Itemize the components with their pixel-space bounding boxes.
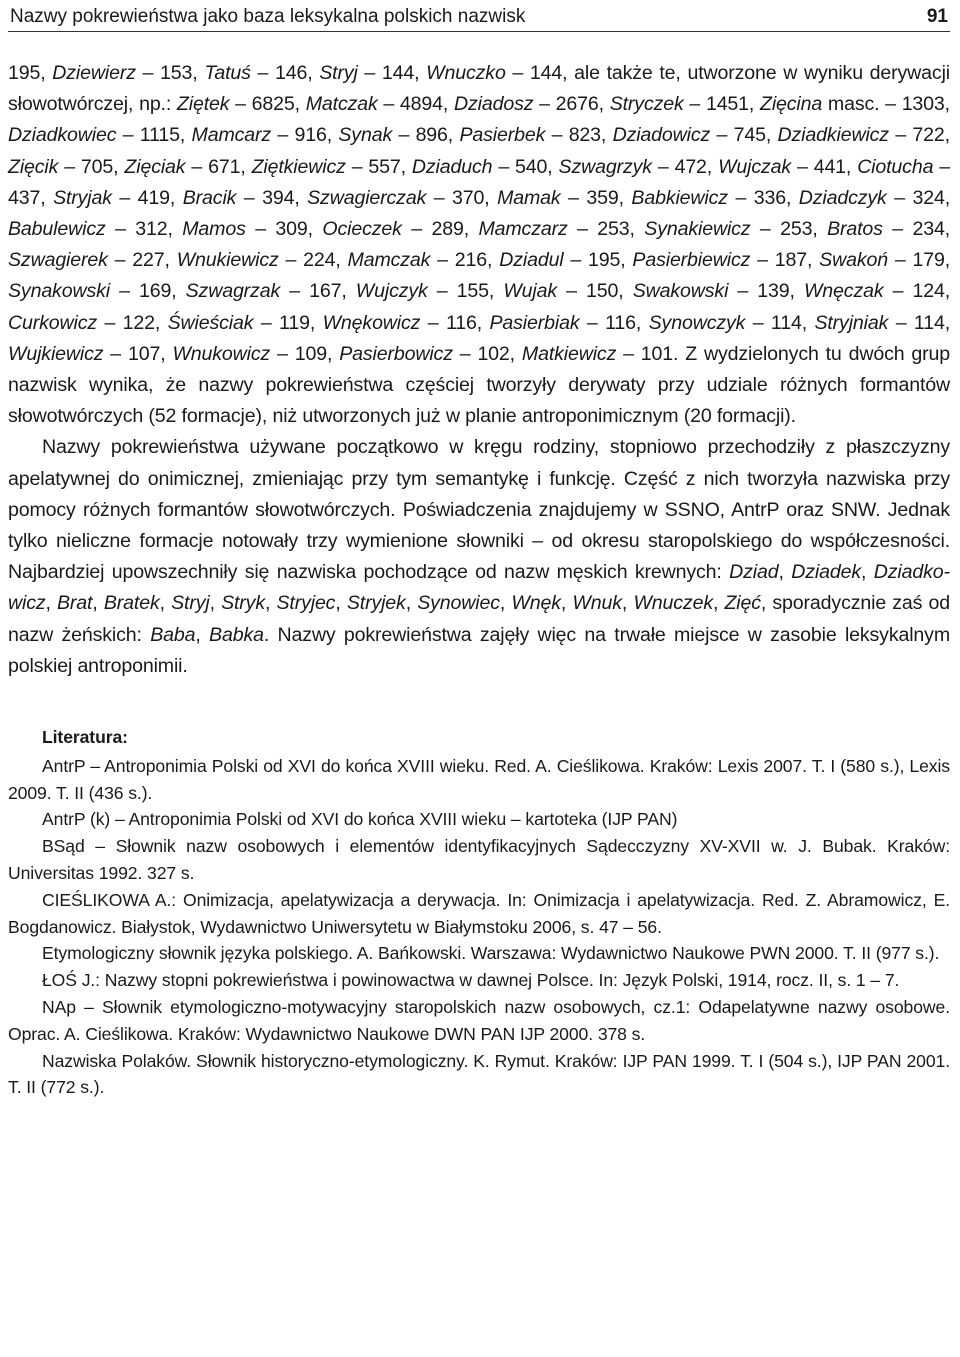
surname-italic: Mamos [182, 218, 246, 241]
text-run: – 419, [111, 186, 183, 209]
text-run: – 179, [887, 249, 951, 272]
surname-italic: Pasierbek [459, 124, 546, 147]
text-run: – 150, [557, 280, 633, 303]
text-run: – 370, [426, 186, 498, 209]
surname-italic: Zięcik [8, 155, 59, 178]
surname-italic: Stryk [221, 592, 265, 615]
surname-italic: Pasierbiak [489, 311, 580, 334]
surname-italic: Dziadul [499, 249, 564, 272]
text-run: , [159, 592, 172, 615]
text-run: – 253, [567, 218, 645, 241]
reference-entry: AntrP (k) – Antroponimia Polski od XVI do końca XVIII wieku – kartoteka (IJP PAN) [42, 809, 678, 830]
text-run: – 1451, [683, 93, 760, 116]
text-run: – 146, [250, 62, 320, 84]
surname-italic: Pasierbowicz [339, 342, 453, 365]
surname-italic: Dziad [729, 561, 779, 584]
surname-italic: Stryjak [53, 186, 112, 209]
text-run: – 114, [745, 311, 815, 334]
text-run: – 823, [545, 124, 613, 147]
surname-italic: Babkiewicz [631, 186, 728, 209]
surname-italic: Stryjek [346, 592, 406, 615]
text-run: 195, [8, 62, 53, 84]
text-run: – 102, [452, 342, 522, 365]
surname-italic: Ocieczek [322, 218, 402, 241]
surname-italic: Mamcarz [191, 124, 272, 147]
reference-entry: BSąd – Słownik nazw osobowych i elementów identyfikacyjnych Sądecczyzny XV-XVII w. J. Bubak. Kraków: Universitas 1992. 327 s. [8, 836, 950, 884]
text-run: , [45, 592, 58, 615]
text-run: – 216, [430, 249, 500, 272]
text-run: – 116, [420, 311, 490, 334]
surname-italic: Stryczek [609, 93, 684, 116]
page-number: 91 [926, 6, 948, 27]
reference-entry: Nazwiska Polaków. Słownik historyczno-etymologiczny. K. Rymut. Kraków: IJP PAN 1999. T. I (504 s.), IJP PAN 2001. T. II (772 s.). [8, 1050, 950, 1098]
surname-italic: Wujak [503, 280, 558, 303]
text-run: , [712, 592, 725, 615]
text-run: – 144, [357, 62, 427, 84]
surname-italic: Mamak [497, 186, 561, 209]
surname-italic: Szwagrzak [185, 280, 281, 303]
surname-italic: Synakowski [8, 280, 110, 303]
surname-italic: Wnukowicz [172, 342, 271, 365]
text-run: , [499, 592, 512, 615]
text-run: – 122, [97, 311, 168, 334]
surname-italic: Dziadek [791, 561, 861, 584]
surname-italic: Ziętek [176, 93, 230, 116]
text-run: – 195, [563, 249, 633, 272]
text-run: – 437, [8, 155, 951, 209]
text-run: – 916, [271, 124, 339, 147]
text-run: – 109, [270, 342, 340, 365]
text-run: – 119, [253, 311, 323, 334]
surname-italic: Ziętkiewicz [251, 155, 346, 178]
text-run: – 155, [427, 280, 504, 303]
paragraph-conclusion [8, 432, 950, 682]
text-run: – 705, [58, 155, 125, 178]
text-run: , [405, 592, 418, 615]
text-run: – 253, [750, 218, 828, 241]
text-run: – 124, [883, 280, 951, 303]
surname-italic: Wnęczak [803, 280, 884, 303]
text-run: , [264, 592, 277, 615]
surname-italic: Ciotucha [857, 155, 934, 178]
text-run: – 224, [278, 249, 348, 272]
surname-italic: Baba [150, 623, 196, 646]
text-run: – 227, [107, 249, 177, 272]
text-run: – 441, [791, 155, 858, 178]
text-run: – 107, [103, 342, 173, 365]
text-run: – 324, [886, 186, 951, 209]
text-run: – 114, [888, 311, 950, 334]
surname-italic: Brat [57, 592, 93, 615]
surname-italic: Wnękowicz [322, 311, 421, 334]
surname-italic: Dziadczyk [798, 186, 887, 209]
surname-italic: Dziadkowicz [8, 561, 951, 615]
surname-italic: Stryj [171, 592, 210, 615]
surname-italic: Dziaduch [411, 155, 493, 178]
text-run: – 6825, [229, 93, 306, 116]
literature-heading: Literatura: [42, 727, 128, 748]
surname-italic: Mamczarz [478, 218, 568, 241]
surname-italic: Zięcina [760, 93, 823, 116]
surname-italic: Matkiewicz [521, 342, 617, 365]
text-run: – 139, [728, 280, 804, 303]
surname-italic: Swakowski [632, 280, 729, 303]
text-run: – 187, [750, 249, 820, 272]
text-run: – 1115, [116, 124, 192, 147]
surname-italic: Wnuk [572, 592, 622, 615]
surname-italic: Dziadosz [453, 93, 534, 116]
surname-italic: Dziewierz [52, 62, 136, 84]
surname-italic: Babka [209, 623, 264, 646]
text-run: – 671, [185, 155, 252, 178]
text-run: , [861, 561, 874, 584]
surname-italic: Bratek [103, 592, 160, 615]
text-run: – 289, [401, 218, 479, 241]
surname-italic: Synak [338, 124, 393, 147]
surname-italic: Synowczyk [648, 311, 746, 334]
text-run: – 312, [105, 218, 183, 241]
text-run: – 101. Z wydzielonych tu dwóch grup nazwisk wynika, że nazwy pokrewieństwa częściej tworzyły derywaty przy udziale różnych formantów słowotwórczych (52 formacje), niż utworzonych już w planie antroponimicznym (20 formacji). [8, 342, 951, 428]
surname-italic: Stryj [319, 62, 358, 84]
text-run: – 309, [245, 218, 323, 241]
text-run: – 540, [492, 155, 559, 178]
surname-italic: Dziadowicz [612, 124, 711, 147]
reference-entry: ŁOŚ J.: Nazwy stopni pokrewieństwa i powinowactwa w dawnej Polsce. In: Język Polski, 1914, rocz. II, s. 1 – 7. [42, 970, 900, 991]
surname-italic: Stryjec [276, 592, 336, 615]
reference-entry: AntrP – Antroponimia Polski od XVI do końca XVIII wieku. Red. A. Cieślikowa. Kraków: Lexis 2007. T. I (580 s.), Lexis 2009. T. II (436 s.). [8, 755, 950, 803]
text-run: – 4894, [377, 93, 454, 116]
surname-italic: Synowiec [417, 592, 500, 615]
surname-italic: Stryjniak [814, 311, 889, 334]
surname-italic: Dziadkiewicz [777, 124, 889, 147]
surname-italic: Wnęk [511, 592, 561, 615]
text-run: – 144, ale także te, utworzone w wyniku derywacji słowotwórczej, np.: [8, 62, 950, 116]
reference-entry: Etymologiczny słownik języka polskiego. A. Bańkowski. Warszawa: Wydawnictwo Naukowe PWN 2000. T. II (977 s.). [42, 943, 940, 964]
surname-italic: Curkowicz [8, 311, 98, 334]
text-run: , sporadycznie zaś od nazw żeńskich: [8, 592, 951, 646]
text-run: – 153, [135, 62, 205, 84]
text-run: . Nazwy pokrewieństwa zajęły więc na trwałe miejsce w zasobie leksykalnym polskiej antroponimii. [8, 623, 950, 677]
text-run: , [209, 592, 222, 615]
surname-italic: Swakoń [819, 249, 888, 272]
surname-italic: Wujkiewicz [8, 342, 104, 365]
running-header [8, 0, 950, 32]
text-run: – 557, [345, 155, 412, 178]
surname-italic: Bracik [182, 186, 237, 209]
surname-italic: Bratos [827, 218, 883, 241]
literature-list [8, 753, 950, 1101]
surname-italic: Szwagrzyk [558, 155, 652, 178]
text-run: – 359, [560, 186, 632, 209]
surname-italic: Wujczak [718, 155, 792, 178]
text-run: – 167, [280, 280, 356, 303]
text-run: , [778, 561, 792, 584]
text-run: – 745, [710, 124, 778, 147]
text-run: , [92, 592, 104, 615]
surname-italic: Wnuczko [426, 62, 506, 84]
text-run: , [621, 592, 634, 615]
surname-italic: Mamczak [347, 249, 431, 272]
surname-italic: Zięciak [124, 155, 186, 178]
text-run: – 336, [727, 186, 799, 209]
surname-italic: Zięć [724, 592, 761, 615]
text-run: Nazwy pokrewieństwa używane początkowo w kręgu rodziny, stopniowo przechodziły z płaszczyzny apelatywnej do onimicznej, zmieniając przy tym semantykę i funkcję. Część z nich tworzyła nazwiska przy pomocy różnych formantów słowotwórczych. Poświadczenia znajdujemy w SSNO, AntrP oraz SNW. Jednak tylko nieliczne formacje notowały trzy wymienione słowniki – od okresu staropolskiego do współczesności. Najbardziej upowszechniły się nazwiska pochodzące od nazw męskich krewnych: [8, 436, 950, 584]
text-run: – 234, [882, 218, 951, 241]
text-run: masc. – 1303, [822, 93, 950, 116]
text-run: – 394, [236, 186, 308, 209]
text-run: – 116, [579, 311, 649, 334]
text-run: – 722, [888, 124, 950, 147]
running-title: Nazwy pokrewieństwa jako baza leksykalna polskich nazwisk [10, 6, 526, 27]
text-run: , [560, 592, 573, 615]
surname-italic: Synakiewicz [644, 218, 751, 241]
surname-italic: Tatuś [204, 62, 251, 84]
text-run: – 896, [392, 124, 460, 147]
surname-italic: Wnukiewicz [176, 249, 279, 272]
text-run: – 169, [109, 280, 186, 303]
text-run: – 472, [651, 155, 719, 178]
surname-italic: Świeściak [167, 311, 254, 334]
reference-entry: NAp – Słownik etymologiczno-motywacyjny staropolskich nazw osobowych, cz.1: Odapelatywne nazwy osobowe. Oprac. A. Cieślikowa. Kraków: Wydawnictwo Naukowe DWN PAN IJP 2000. 378 s. [8, 997, 950, 1044]
text-run: – 2676, [533, 93, 610, 116]
body-text [8, 58, 950, 682]
surname-italic: Dziadkowiec [8, 124, 117, 147]
text-run: , [195, 623, 210, 646]
surname-italic: Babulewicz [8, 218, 106, 241]
surname-italic: Wujczyk [355, 280, 428, 303]
paragraph-surname-list [8, 58, 950, 432]
surname-italic: Wnuczek [633, 592, 713, 615]
reference-entry: CIEŚLIKOWA A.: Onimizacja, apelatywizacja a derywacja. In: Onimizacja i apelatywizacja. Red. Z. Abramowicz, E. Bogdanowicz. Białystok, Wydawnictwo Uniwersytetu w Białymstoku 2006, s. 47 – 56. [8, 889, 950, 937]
surname-italic: Szwagierczak [307, 186, 427, 209]
text-run: , [335, 592, 347, 615]
surname-italic: Matczak [305, 93, 378, 116]
surname-italic: Szwagierek [8, 249, 108, 272]
literature-section [8, 724, 950, 1101]
surname-italic: Pasierbiewicz [632, 249, 751, 272]
